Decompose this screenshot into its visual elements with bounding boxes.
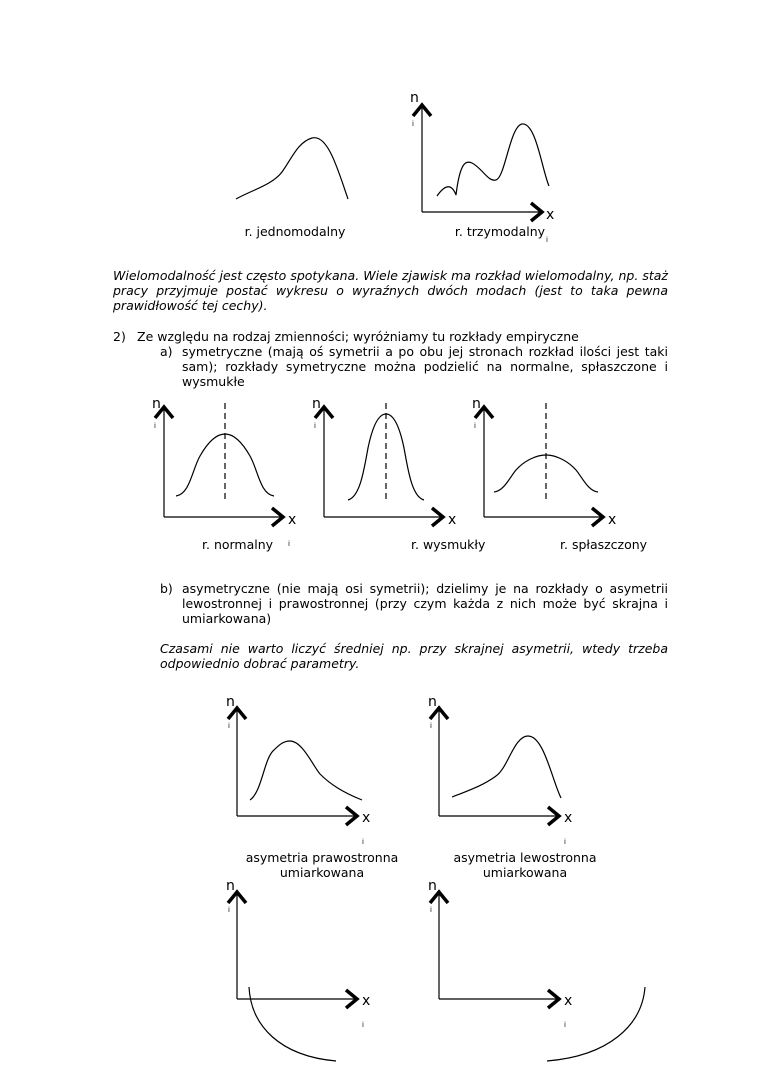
x-label: x bbox=[288, 512, 297, 528]
i-label: i bbox=[564, 1021, 566, 1029]
multimodality-note: Wielomodalność jest często spotykana. Wiele zjawisk ma rozkład wielomodalny, np. staż pracy przyjmuje postać wykresu o wyraźnych dwóch modach (jest to taka pewna prawidłowość tej cechy). bbox=[113, 268, 668, 313]
extreme-left-skew-curve bbox=[547, 987, 645, 1061]
item-a-text: symetryczne (mają oś symetrii a po obu jej stronach rozkład ilości jest taki sam); rozkłady symetryczne można podzielić na normalne, spłaszczone i wysmukłe bbox=[182, 344, 668, 389]
n-label: n bbox=[226, 694, 235, 710]
left-skew-caption-line1: asymetria lewostronna bbox=[453, 850, 597, 865]
item-b-marker: b) bbox=[160, 581, 173, 596]
i-label: i bbox=[314, 422, 316, 430]
i-label: i bbox=[228, 906, 230, 914]
x-label: x bbox=[362, 993, 371, 1009]
leptokurtic-caption: r. wysmukły bbox=[411, 537, 486, 552]
extreme-right-skew-curve bbox=[249, 987, 336, 1061]
right-skew-caption-line2: umiarkowana bbox=[279, 865, 365, 880]
item-b-text: asymetryczne (nie mają osi symetrii); dzielimy je na rozkłady o asymetrii lewostronnej i prawostronnej (przy czym każda z nich może być skrajna i umiarkowana) bbox=[182, 581, 668, 626]
right-skew-caption-line1: asymetria prawostronna bbox=[245, 850, 399, 865]
n-label: n bbox=[410, 90, 419, 106]
i-label: i bbox=[154, 422, 156, 430]
unimodal-caption: r. jednomodalny bbox=[244, 224, 346, 239]
n-label: n bbox=[152, 396, 161, 412]
x-label: x bbox=[564, 993, 573, 1009]
i-label: i bbox=[564, 838, 566, 846]
i-label: i bbox=[546, 236, 548, 244]
platykurtic-caption: r. spłaszczony bbox=[560, 537, 648, 552]
i-label: i bbox=[288, 540, 290, 548]
item-a-marker: a) bbox=[160, 344, 173, 359]
n-label: n bbox=[428, 694, 437, 710]
x-label: x bbox=[564, 810, 573, 826]
x-label: x bbox=[546, 207, 555, 223]
x-label: x bbox=[448, 512, 457, 528]
i-label: i bbox=[474, 422, 476, 430]
trimodal-caption: r. trzymodalny bbox=[454, 224, 546, 239]
i-label: i bbox=[430, 722, 432, 730]
i-label: i bbox=[228, 722, 230, 730]
i-label: i bbox=[362, 1021, 364, 1029]
left-skew-caption-line2: umiarkowana bbox=[482, 865, 568, 880]
n-label: n bbox=[226, 878, 235, 894]
section-number: 2) bbox=[113, 329, 126, 344]
n-label: n bbox=[312, 396, 321, 412]
x-label: x bbox=[608, 512, 617, 528]
normal-caption: r. normalny bbox=[202, 537, 274, 552]
n-label: n bbox=[472, 396, 481, 412]
i-label: i bbox=[412, 120, 414, 128]
n-label: n bbox=[428, 878, 437, 894]
i-label: i bbox=[362, 838, 364, 846]
i-label: i bbox=[430, 906, 432, 914]
skew-note: Czasami nie warto liczyć średniej np. przy skrajnej asymetrii, wtedy trzeba odpowiednio dobrać parametry. bbox=[160, 641, 668, 671]
x-label: x bbox=[362, 810, 371, 826]
section-heading: Ze względu na rodzaj zmienności; wyróżniamy tu rozkłady empiryczne bbox=[137, 329, 579, 344]
